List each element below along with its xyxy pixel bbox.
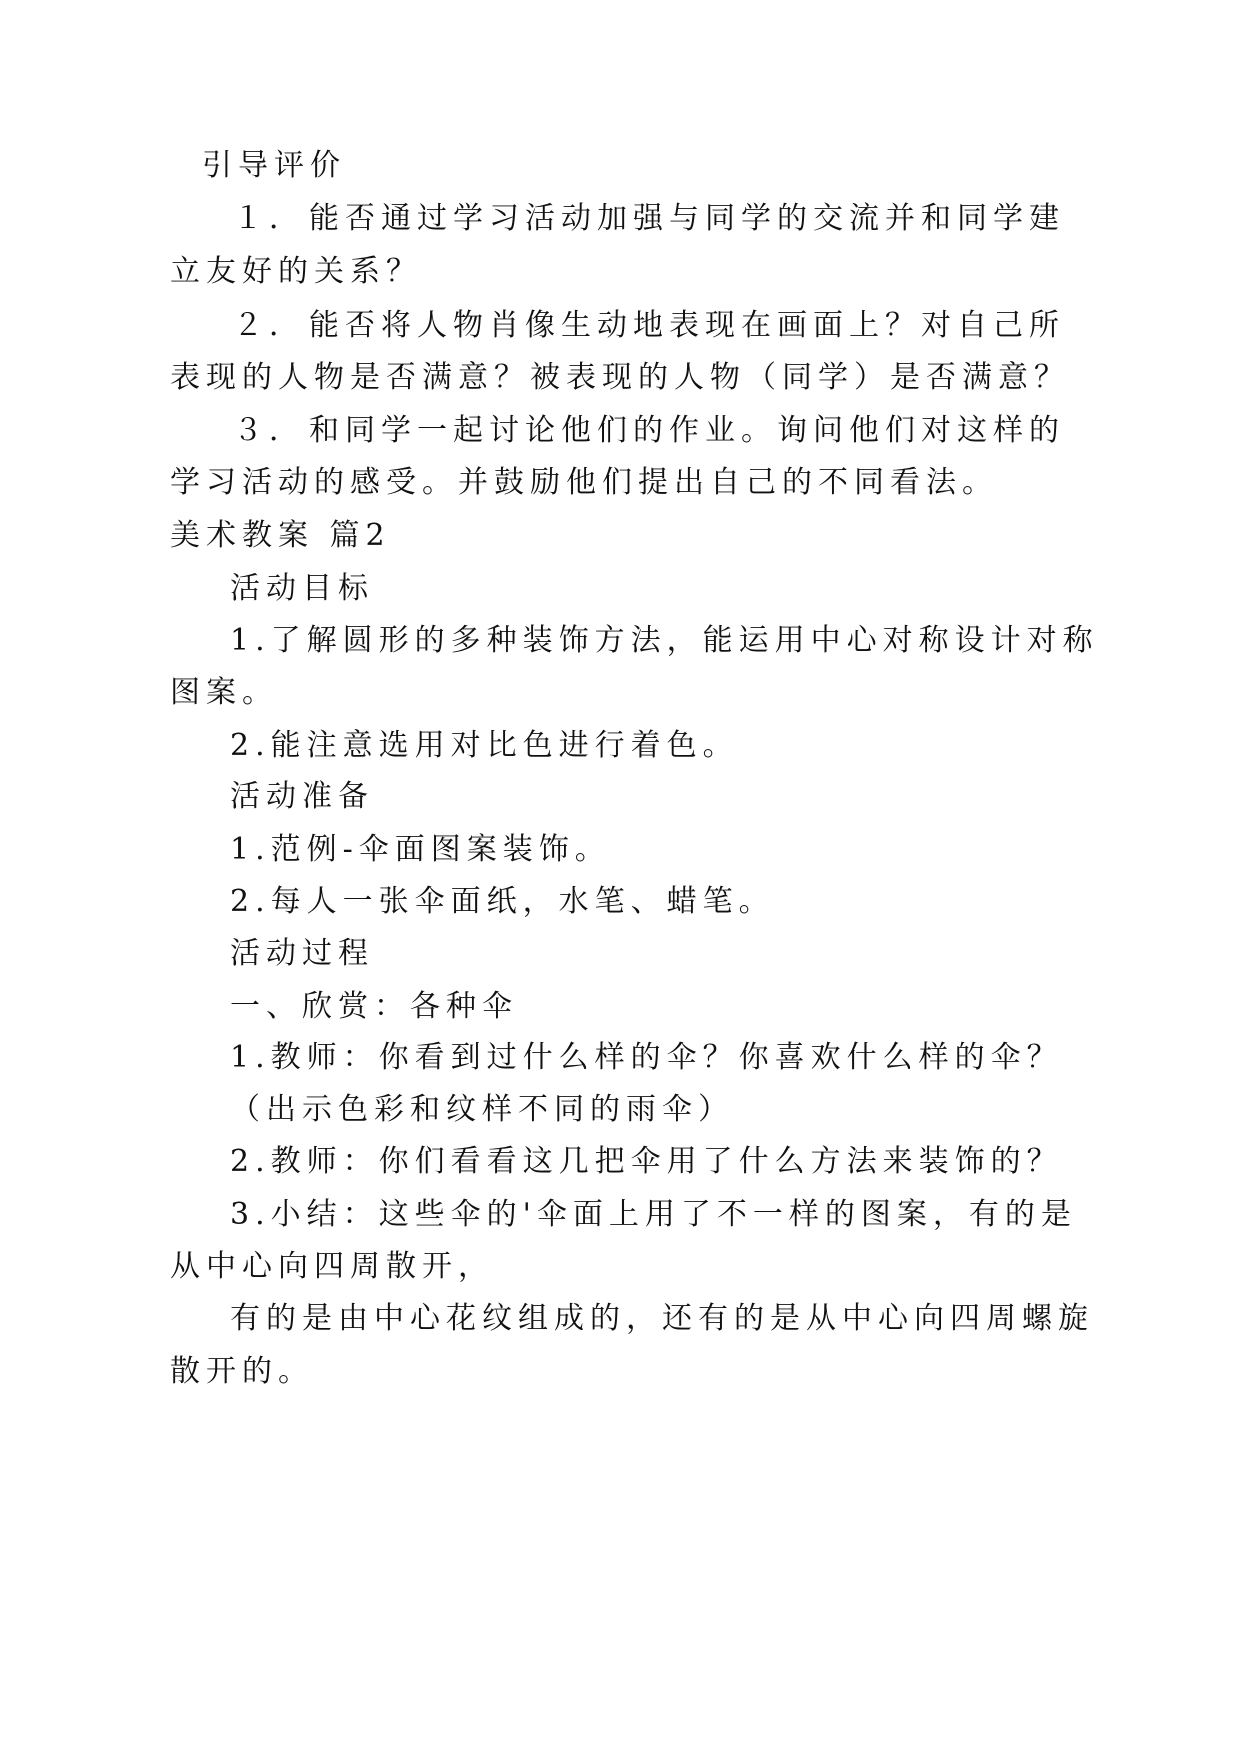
process-1: 1.教师：你看到过什么样的伞？你喜欢什么样的伞？ [230,1040,1063,1075]
step-one: 一、欣赏：各种伞 [230,989,518,1024]
goal-1-line-1: 1.了解圆形的多种装饰方法，能运用中心对称设计对称 [230,623,1099,658]
prep-1: 1.范例-伞面图案装饰。 [230,832,611,867]
question-1-text: 能否通过学习活动加强与同学的交流并和同学建 [309,201,1065,236]
process-3-line-1: 3.小结：这些伞的'伞面上用了不一样的图案，有的是 [230,1197,1077,1232]
question-1-number: １． [233,201,305,236]
guide-heading: 引导评价 [202,148,346,183]
process-1-note: （出示色彩和纹样不同的雨伞） [230,1092,734,1127]
goal-heading: 活动目标 [230,571,374,606]
question-2-text: 能否将人物肖像生动地表现在画面上？对自己所 [309,308,1065,343]
prep-2: 2.每人一张伞面纸，水笔、蜡笔。 [230,884,775,919]
question-3-text: 和同学一起讨论他们的作业。询问他们对这样的 [309,413,1065,448]
process-4-line-1: 有的是由中心花纹组成的，还有的是从中心向四周螺旋 [230,1301,1094,1336]
prep-heading: 活动准备 [230,779,374,814]
question-3-line-1 [233,411,1065,451]
process-2: 2.教师：你们看看这几把伞用了什么方法来装饰的？ [230,1144,1063,1179]
question-1-line-2: 立友好的关系？ [170,254,422,289]
process-4-line-2: 散开的。 [170,1354,314,1389]
process-3-line-2: 从中心向四周散开， [170,1249,494,1284]
question-2-line-1 [233,306,1065,346]
question-1-line-1 [233,199,1065,239]
goal-1-line-2: 图案。 [170,675,278,710]
question-2-number: ２． [233,308,305,343]
question-3-number: ３． [233,413,305,448]
question-2-line-2: 表现的人物是否满意？被表现的人物（同学）是否满意？ [170,360,1070,395]
section-title: 美术教案 篇2 [170,518,391,553]
process-heading: 活动过程 [230,936,374,971]
goal-2: 2.能注意选用对比色进行着色。 [230,728,739,763]
question-3-line-2: 学习活动的感受。并鼓励他们提出自己的不同看法。 [170,465,998,500]
